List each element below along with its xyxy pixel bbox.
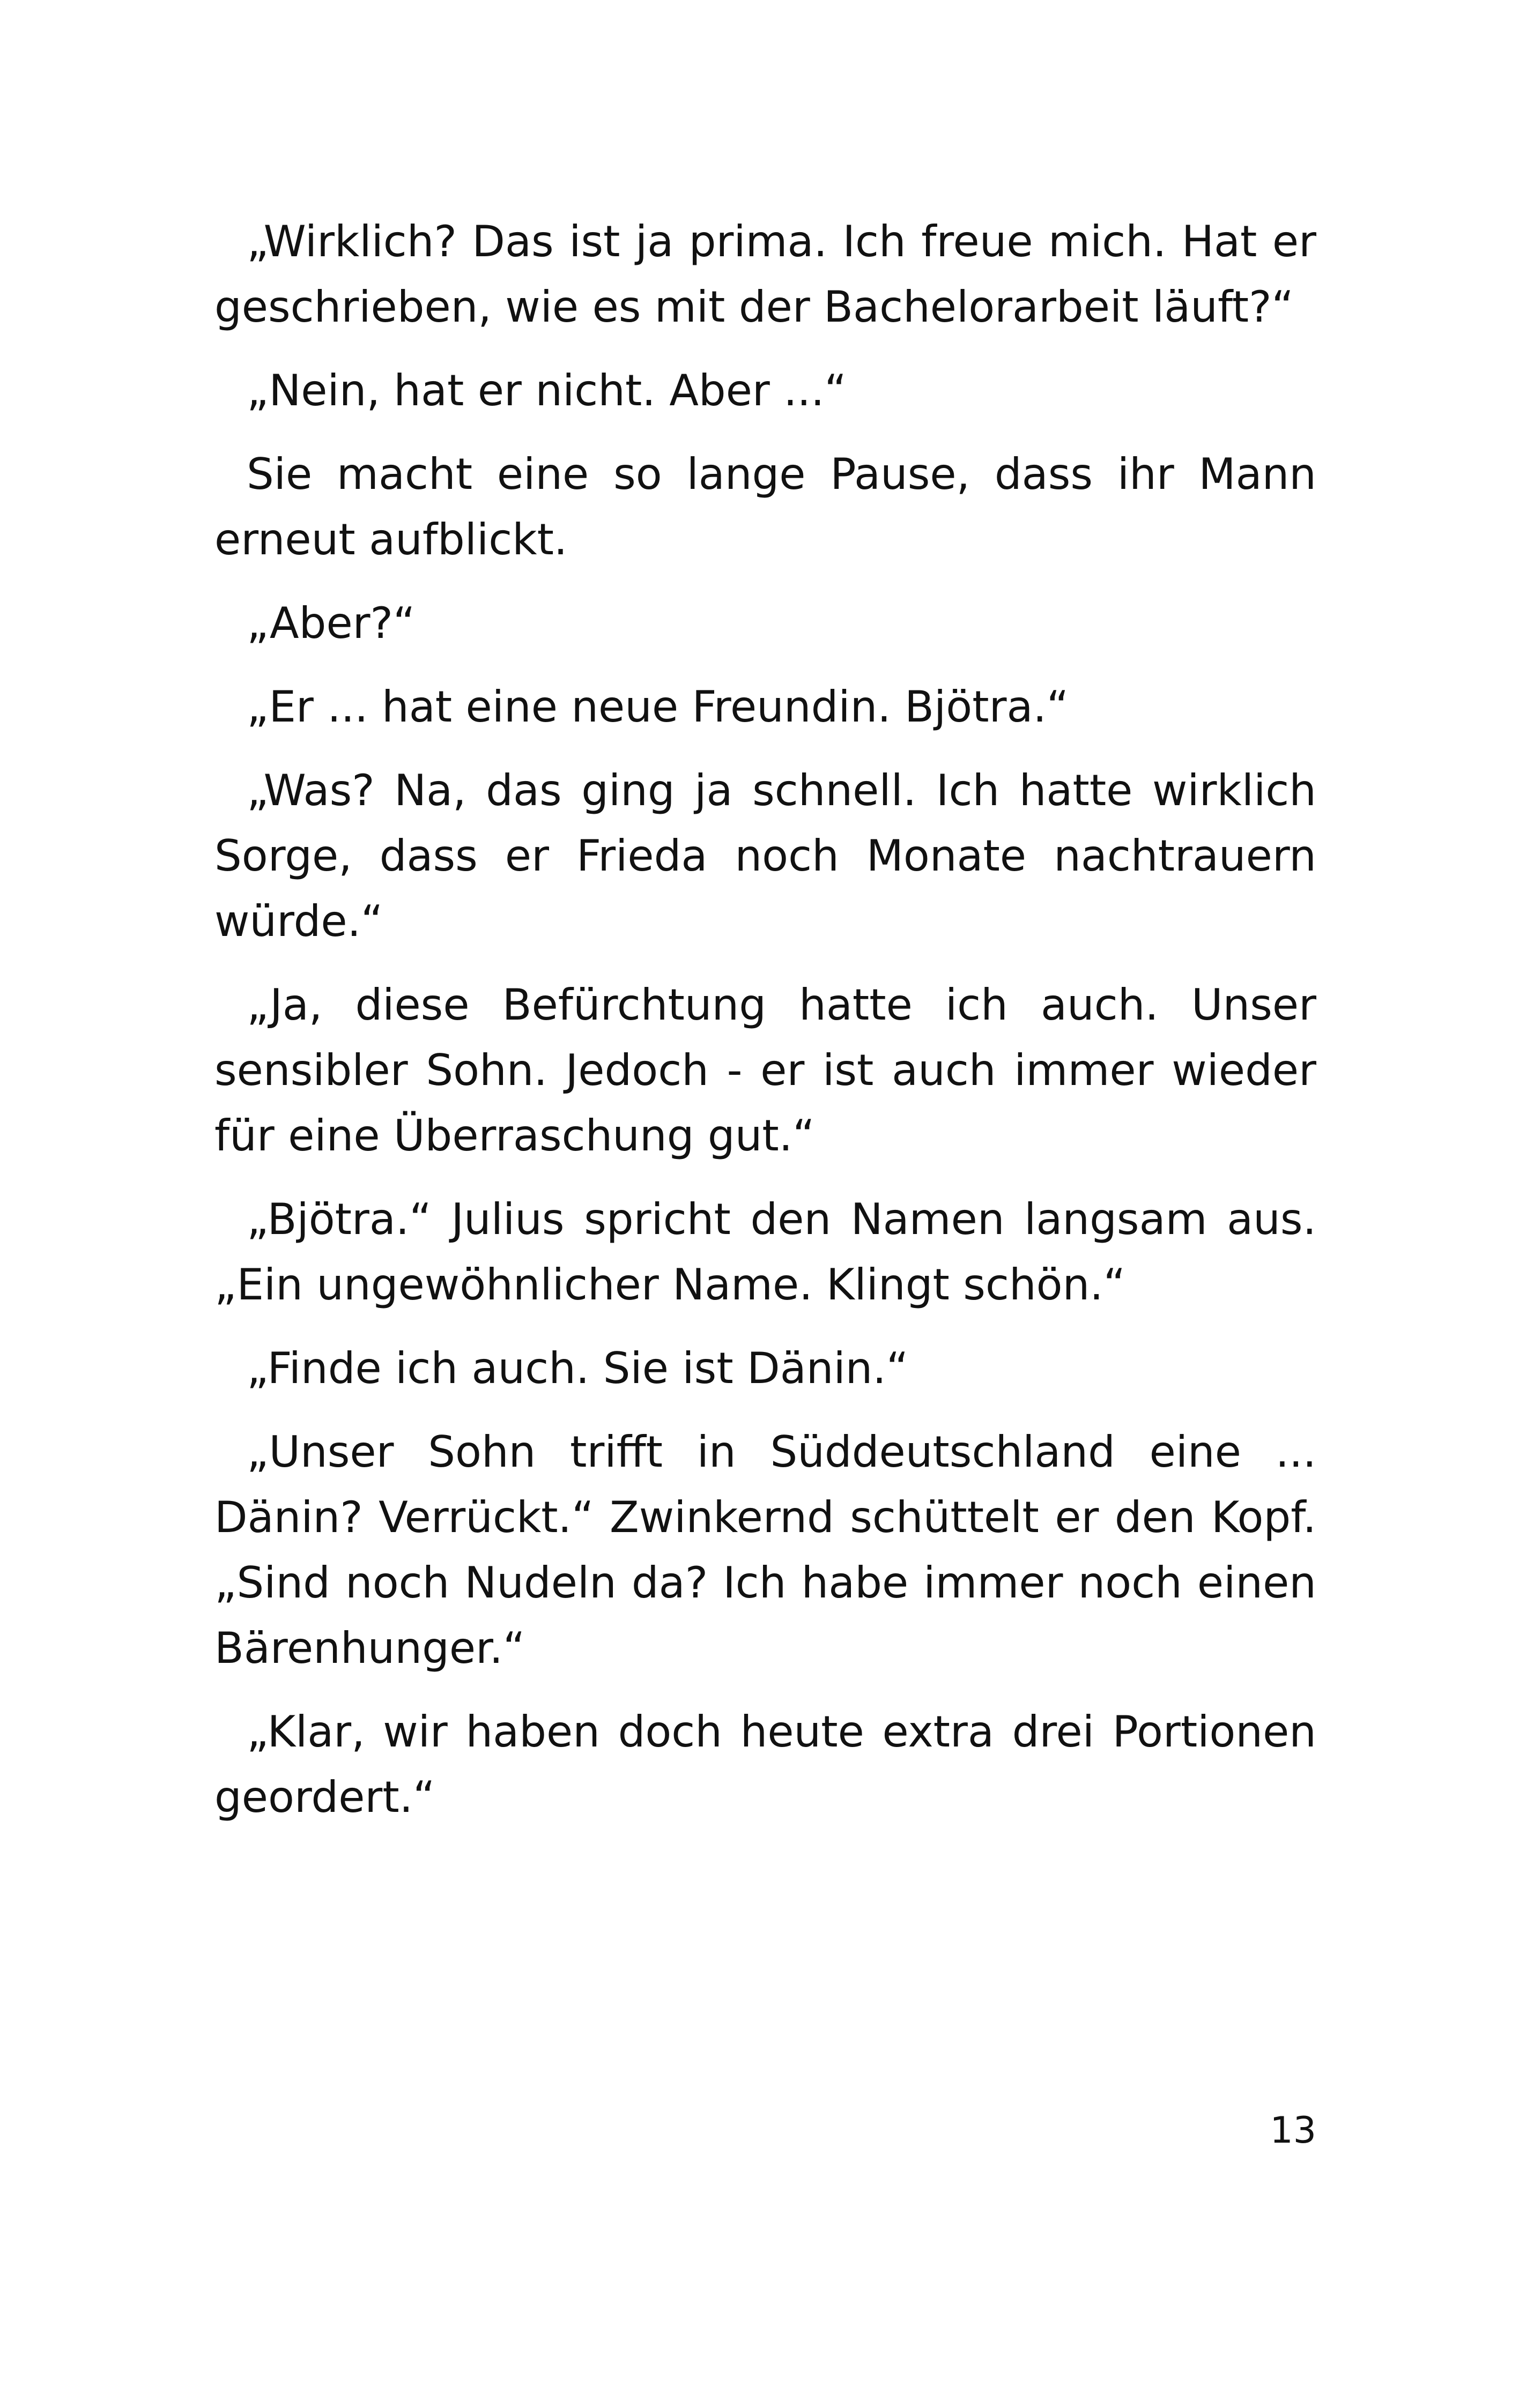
paragraph: „Wirklich? Das ist ja prima. Ich freue mich. Hat er geschrieben, wie es mit der Bachelorarbeit läuft?“ xyxy=(214,217,1316,332)
paragraph: „Ja, diese Befürchtung hatte ich auch. Unser sensibler Sohn. Jedoch - er ist auch immer wieder für eine Überraschung gut.“ xyxy=(214,980,1316,1161)
paragraph: „Aber?“ xyxy=(247,598,416,648)
paragraph: Sie macht eine so lange Pause, dass ihr Mann erneut aufblickt. xyxy=(214,449,1316,564)
paragraph: „Klar, wir haben doch heute extra drei Portionen geordert.“ xyxy=(214,1707,1316,1822)
paragraph: „Bjötra.“ Julius spricht den Namen langsam aus. „Ein ungewöhnlicher Name. Klingt schön.“ xyxy=(214,1194,1316,1310)
paragraph: „Unser Sohn trifft in Süddeutschland eine ... Dänin? Verrückt.“ Zwinkernd schüttelt er den Kopf. „Sind noch Nudeln da? Ich habe immer noch einen Bärenhunger.“ xyxy=(214,1427,1316,1673)
paragraph: „Was? Na, das ging ja schnell. Ich hatte wirklich Sorge, dass er Frieda noch Monate nachtrauern würde.“ xyxy=(214,765,1316,946)
paragraph: „Finde ich auch. Sie ist Dänin.“ xyxy=(247,1343,909,1393)
paragraph: „Nein, hat er nicht. Aber ...“ xyxy=(247,366,847,415)
page-number: 13 xyxy=(1270,2109,1316,2152)
paragraph: „Er ... hat eine neue Freundin. Bjötra.“ xyxy=(247,682,1069,732)
body-text xyxy=(214,209,1316,1848)
